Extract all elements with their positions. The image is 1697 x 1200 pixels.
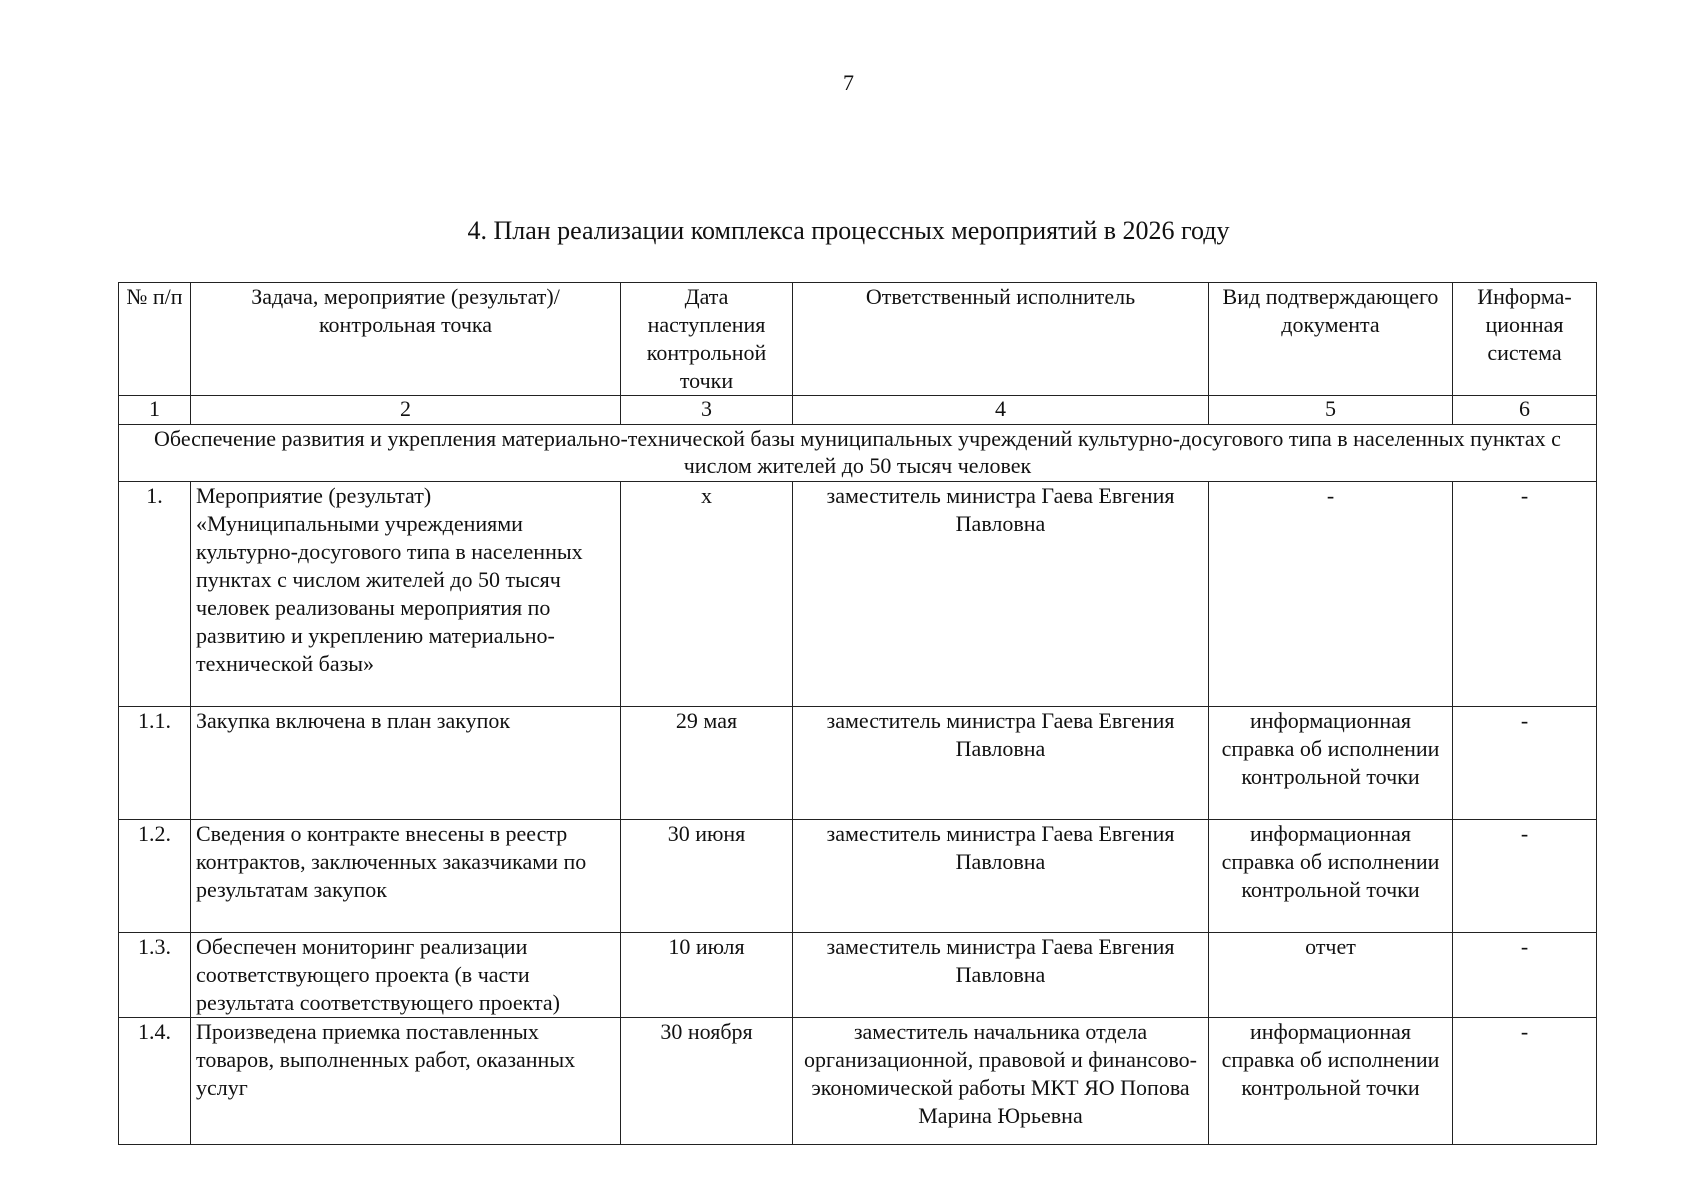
page-number: 7	[843, 70, 854, 95]
row-number: 1.	[119, 482, 191, 707]
column-number: 5	[1209, 396, 1453, 425]
row-number: 1.2.	[119, 820, 191, 933]
row-number: 1.3.	[119, 933, 191, 1018]
row-system: -	[1453, 820, 1597, 933]
row-system: -	[1453, 707, 1597, 820]
table-row	[119, 820, 1597, 933]
column-number: 6	[1453, 396, 1597, 425]
row-document: -	[1209, 482, 1453, 707]
row-responsible: заместитель министра Гаева Евгения Павловна	[793, 707, 1209, 820]
table-row	[119, 707, 1597, 820]
header-cell-task: Задача, мероприятие (результат)/ контрольная точка	[191, 283, 621, 396]
row-date: 30 ноября	[621, 1018, 793, 1145]
row-date: 10 июля	[621, 933, 793, 1018]
row-number: 1.1.	[119, 707, 191, 820]
row-date: x	[621, 482, 793, 707]
document-title: 4. План реализации комплекса процессных мероприятий в 2026 году	[467, 216, 1230, 245]
row-responsible: заместитель министра Гаева Евгения Павловна	[793, 482, 1209, 707]
row-task: Произведена приемка поставленных товаров, выполненных работ, оказанных услуг	[191, 1018, 621, 1145]
column-number: 2	[191, 396, 621, 425]
row-task: Закупка включена в план закупок	[191, 707, 621, 820]
row-task: Мероприятие (результат) «Муниципальными учреждениями культурно-досугового типа в населенных пунктах с числом жителей до 50 тысяч человек реализованы мероприятия по развитию и укреплению материально-технической базы»	[191, 482, 621, 707]
table-row	[119, 482, 1597, 707]
row-date: 30 июня	[621, 820, 793, 933]
row-system: -	[1453, 482, 1597, 707]
header-cell-date: Дата наступления контрольной точки	[621, 283, 793, 396]
row-date: 29 мая	[621, 707, 793, 820]
header-cell-document: Вид подтверждающего документа	[1209, 283, 1453, 396]
row-responsible: заместитель министра Гаева Евгения Павловна	[793, 933, 1209, 1018]
row-task: Обеспечен мониторинг реализации соответствующего проекта (в части результата соответствующего проекта)	[191, 933, 621, 1018]
row-system: -	[1453, 933, 1597, 1018]
table-row	[119, 933, 1597, 1018]
plan-table	[118, 282, 1597, 1145]
row-system: -	[1453, 1018, 1597, 1145]
table-row	[119, 1018, 1597, 1145]
header-cell-system: Информа-ционная система	[1453, 283, 1597, 396]
row-document: информационная справка об исполнении контрольной точки	[1209, 707, 1453, 820]
header-cell-number: № п/п	[119, 283, 191, 396]
row-document: отчет	[1209, 933, 1453, 1018]
column-number-row	[119, 396, 1597, 425]
row-task: Сведения о контракте внесены в реестр контрактов, заключенных заказчиками по результатам закупок	[191, 820, 621, 933]
row-responsible: заместитель начальника отдела организационной, правовой и финансово-экономической работы МКТ ЯО Попова Марина Юрьевна	[793, 1018, 1209, 1145]
row-document: информационная справка об исполнении контрольной точки	[1209, 820, 1453, 933]
table-header-row	[119, 283, 1597, 396]
row-number: 1.4.	[119, 1018, 191, 1145]
header-cell-responsible: Ответственный исполнитель	[793, 283, 1209, 396]
row-document: информационная справка об исполнении контрольной точки	[1209, 1018, 1453, 1145]
section-title: Обеспечение развития и укрепления материально-технической базы муниципальных учреждений культурно-досугового типа в населенных пунктах с числом жителей до 50 тысяч человек	[119, 425, 1597, 482]
section-row	[119, 425, 1597, 482]
column-number: 4	[793, 396, 1209, 425]
column-number: 1	[119, 396, 191, 425]
row-responsible: заместитель министра Гаева Евгения Павловна	[793, 820, 1209, 933]
column-number: 3	[621, 396, 793, 425]
